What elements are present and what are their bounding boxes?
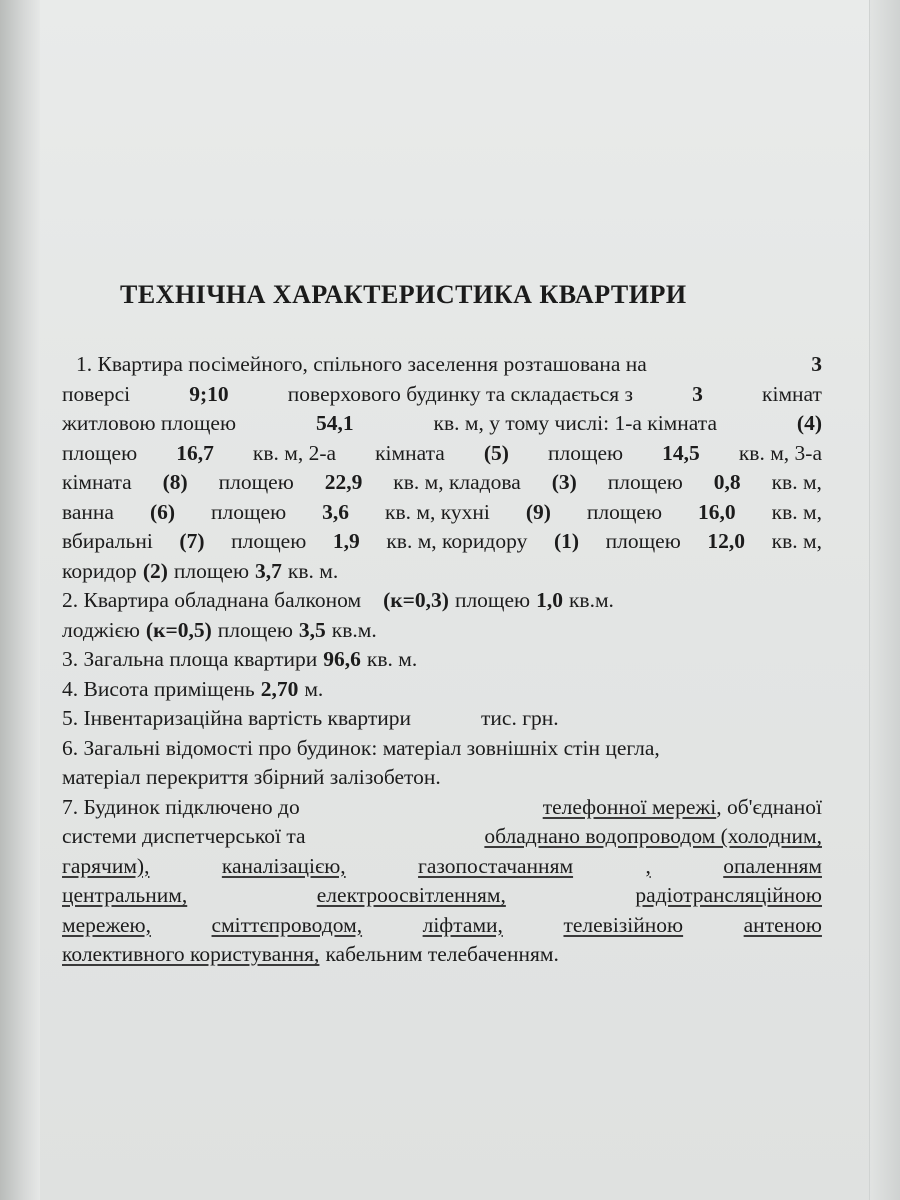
p7-line-1: 7. Будинок підключено до телефонної мережі, об'єднаної: [62, 794, 822, 819]
p7-line-3: гарячим), каналізацією, газопостачанням , опаленням: [62, 853, 822, 878]
p7-line-6: колективного користування, кабельним телебаченням.: [62, 942, 559, 966]
p2-line-1: 2. Квартира обладнана балконом (к=0,3) площею 1,0 кв.м.: [62, 588, 614, 612]
p1-line-8: коридор (2) площею 3,7 кв. м.: [62, 558, 339, 583]
p1-line-5: кімната (8) площею 22,9 кв. м, кладова (3) площею 0,8 кв. м,: [62, 470, 822, 494]
p7-line-2: системи диспетчерської та обладнано водопроводом (холодним,: [62, 824, 822, 848]
p1-line-1: 1. Квартира посімейного, спільного заселення розташована на 3: [76, 352, 822, 376]
p1-line-3: житловою площею 54,1 кв. м, у тому числі: 1-а кімната (4): [62, 411, 822, 435]
p5-line: 5. Інвентаризаційна вартість квартири тис. грн.: [62, 706, 559, 730]
p7-line-4: центральним, електроосвітленням, радіотрансляційною: [62, 883, 822, 907]
document-title: ТЕХНІЧНА ХАРАКТЕРИСТИКА КВАРТИРИ: [120, 280, 687, 309]
p4-line: 4. Висота приміщень 2,70 м.: [62, 676, 324, 701]
p6-line-2: матеріал перекриття збірний залізобетон.: [62, 765, 441, 789]
p1-line-2: поверсі 9;10 поверхового будинку та складається з 3 кімнат: [62, 381, 822, 406]
page-left-edge: [0, 0, 40, 1200]
p1-line-7: вбиральні (7) площею 1,9 кв. м, коридору (1) площею 12,0 кв. м,: [62, 529, 822, 553]
p1-line-6: ванна (6) площею 3,6 кв. м, кухні (9) площею 16,0 кв. м,: [62, 499, 822, 524]
document-body: [62, 350, 822, 970]
p1-line-4: площею 16,7 кв. м, 2-а кімната (5) площею 14,5 кв. м, 3-а: [62, 440, 822, 465]
p6-line-1: 6. Загальні відомості про будинок: матеріал зовнішніх стін цегла,: [62, 735, 660, 760]
p3-line: 3. Загальна площа квартири 96,6 кв. м.: [62, 647, 418, 671]
p7-line-5: мережею, сміттєпроводом, ліфтами, телевізійною антеною: [62, 912, 822, 937]
page-right-edge: [869, 0, 900, 1200]
p2-line-2: лоджією (к=0,5) площею 3,5 кв.м.: [62, 617, 377, 642]
